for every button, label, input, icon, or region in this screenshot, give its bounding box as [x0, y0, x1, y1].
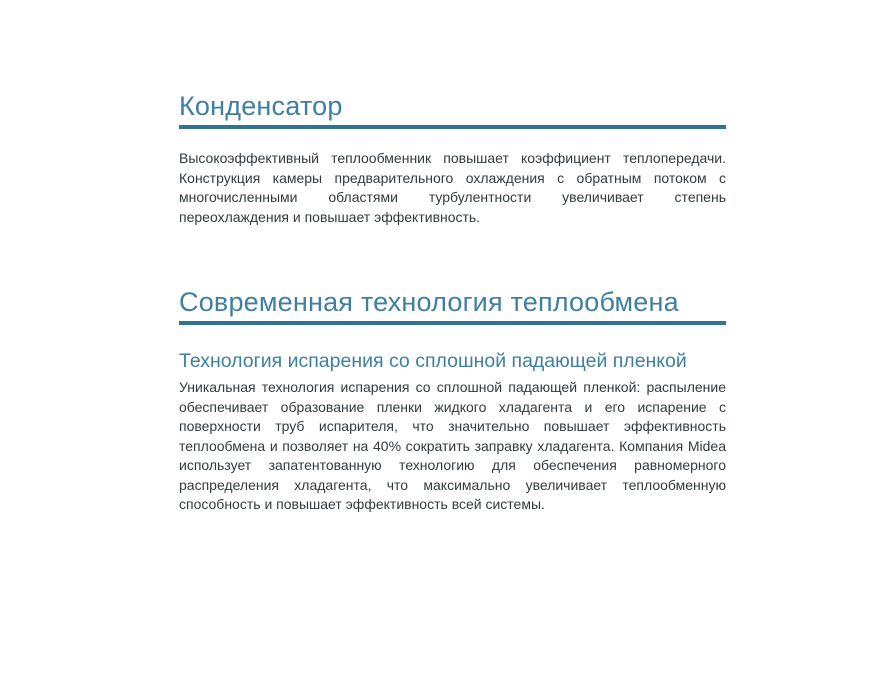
heading-underline — [179, 125, 726, 129]
heat-exchange-heading: Современная технология теплообмена — [179, 287, 679, 317]
falling-film-paragraph: Уникальная технология испарения со сплошной падающей пленкой: распыление обеспечивает образование пленки жидкого хладагента и его испарение с поверхности труб испарителя, что значительно повышает эффективность теплообмена и позволяет на 40% сократить заправку хладагента. Компания Midea использует запатентованную технологию для обеспечения равномерного распределения хладагента, что максимально увеличивает теплообменную способность и повышает эффективность всей системы. — [179, 379, 726, 512]
falling-film-subheading: Технология испарения со сплошной падающей пленкой — [179, 350, 687, 372]
heat-exchange-section — [179, 284, 726, 515]
heading-underline — [179, 321, 726, 325]
condenser-paragraph: Высокоэффективный теплообменник повышает коэффициент теплопередачи. Конструкция камеры предварительного охлаждения с обратным потоком с многочисленными областями турбулентности увеличивает степень переохлаждения и повышает эффективность. — [179, 150, 726, 225]
condenser-section — [179, 88, 726, 227]
condenser-heading: Конденсатор — [179, 91, 343, 121]
